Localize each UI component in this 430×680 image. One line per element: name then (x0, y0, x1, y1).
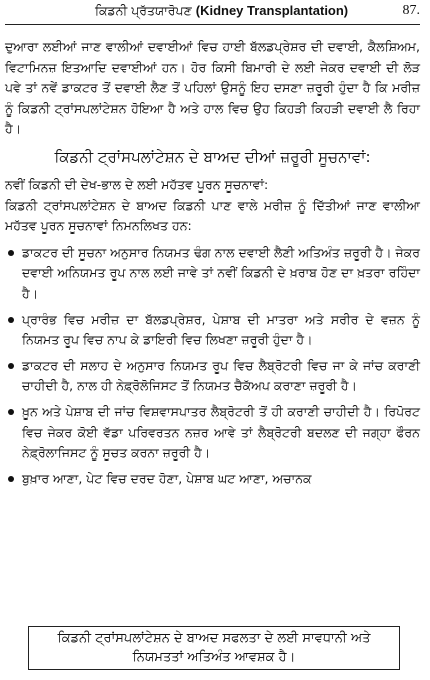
bullet-icon (8, 317, 14, 323)
sub-heading: ਨਵੀਂ ਕਿਡਨੀ ਦੀ ਦੇਖ-ਭਾਲ ਦੇ ਲਈ ਮਹੱਤਵ ਪੂਰਨ ਸੂਚਨਾਵਾਂ: (5, 176, 269, 192)
list-item-text: ਡਾਕਟਰ ਦੀ ਸਲਾਹ ਦੇ ਅਨੁਸਾਰ ਨਿਯਮਤ ਰੂਪ ਵਿਚ ਲੈਬ੍ਰੋਟਰੀ ਵਿਚ ਜਾ ਕੇ ਜਾਂਚ ਕਰਾਣੀ ਚਾਹੀਦੀ ਹੈ, ਨਾਲ ਹੀ ਨੇਫ਼੍ਰੋਲੋਜਿਸਟ ਤੋਂ ਨਿਯਮਤ ਚੈਕੱਅਪ ਕਰਾਣਾ ਜ਼ਰੂਰੀ ਹੈ। (22, 357, 420, 394)
list-item-text: ਖ਼ੂਨ ਅਤੇ ਪੇਸ਼ਾਬ ਦੀ ਜਾਂਚ ਵਿਸ਼ਵਾਸਪਾਤਰ ਲੈਬ੍ਰੋਟਰੀ ਤੋਂ ਹੀ ਕਰਾਣੀ ਚਾਹੀਦੀ ਹੈ। ਰਿਪੋਰਟ ਵਿਚ ਜੇਕਰ ਕੋਈ ਵੱਡਾ ਪਰਿਵਰਤਨ ਨਜ਼ਰ ਆਵੇ ਤਾਂ ਲੈਬ੍ਰੋਟਰੀ ਬਦਲਣ ਦੀ ਜਗ੍ਹਾ ਫੌਰਨ ਨੇਫ਼੍ਰੋਲਾਜਿਸਟ ਨੂੰ ਸੂਚਤ ਕਰਨਾ ਜ਼ਰੂਰੀ ਹੈ। (22, 403, 420, 461)
bullet-icon (8, 363, 14, 369)
list-item-text: ਪ੍ਰਾਰੰਭ ਵਿਚ ਮਰੀਜ਼ ਦਾ ਬੱਲਡਪ੍ਰੇਸ਼ਰ, ਪੇਸ਼ਾਬ ਦੀ ਮਾਤਰਾ ਅਤੇ ਸਰੀਰ ਦੇ ਵਜ਼ਨ ਨੂੰ ਨਿਯਮਤ ਰੂਪ ਵਿਚ ਨਾਪ ਕੇ ਡਾਇਰੀ ਵਿਚ ਲਿਖਣਾ ਜ਼ਰੂਰੀ ਹੁੰਦਾ ਹੈ। (22, 311, 420, 348)
bullet-icon (8, 476, 14, 482)
header-title (95, 3, 348, 19)
list-item-text: ਡਾਕਟਰ ਦੀ ਸੂਚਨਾ ਅਨੁਸਾਰ ਨਿਯਮਤ ਢੰਗ ਨਾਲ ਦਵਾਈ ਲੈਣੀ ਅਤਿਅੰਤ ਜ਼ਰੂਰੀ ਹੈ। ਜੇਕਰ ਦਵਾਈ ਅਨਿਯਮਤ ਰੂਪ ਨਾਲ ਲਈ ਜਾਵੇ ਤਾਂ ਨਵੀਂ ਕਿਡਨੀ ਦੇ ਖ਼ਰਾਬ ਹੋਣ ਦਾ ਖ਼ਤਰਾ ਰਹਿੰਦਾ ਹੈ। (22, 244, 420, 301)
list-item (5, 469, 420, 490)
bullet-list (5, 243, 420, 490)
running-header (5, 2, 420, 25)
list-item (5, 310, 420, 351)
list-item-text: ਬੁਖ਼ਾਰ ਆਣਾ, ਪੇਟ ਵਿਚ ਦਰਦ ਹੋਣਾ, ਪੇਸ਼ਾਬ ਘਟ ਆਣਾ, ਅਚਾਨਕ (22, 470, 312, 486)
bullet-icon (8, 409, 14, 415)
bullet-icon (8, 250, 14, 256)
list-item (5, 243, 420, 305)
list-item (5, 356, 420, 397)
header-title-english: (Kidney Transplantation) (195, 3, 349, 18)
list-item (5, 402, 420, 464)
header-title-punjabi: ਕਿਡਨੀ ਪ੍ਰੱਤਯਾਰੋਪਣ (95, 3, 192, 18)
lead-paragraph: ਕਿਡਨੀ ਟ੍ਰਾਂਸਪਲਾਂਟੇਸ਼ਨ ਦੇ ਬਾਅਦ ਕਿਡਨੀ ਪਾਣ ਵਾਲੇ ਮਰੀਜ਼ ਨੂੰ ਦਿੱਤੀਆਂ ਜਾਣ ਵਾਲੀਆ ਮਹੱਤਵ ਪੂਰਨ ਸੂਚਨਾਵਾਂ ਨਿਮਨਲਿਖਤ ਹਨ: (5, 197, 420, 234)
intro-paragraph: ਦੁਆਰਾ ਲਈਆਂ ਜਾਣ ਵਾਲੀਆਂ ਦਵਾਈਆਂ ਵਿਚ ਹਾਈ ਬੱਲਡਪ੍ਰੇਸ਼ਰ ਦੀ ਦਵਾਈ, ਕੈਲਸ਼ਿਅਮ, ਵਿਟਾਮਿਨਜ਼ ਇਤਆਦਿ ਦਵਾਈਆਂ ਹਨ। ਹੋਰ ਕਿਸੀ ਬਿਮਾਰੀ ਦੇ ਲਈ ਜੇਕਰ ਦਵਾਈ ਦੀ ਲੋੜ ਪਵੇ ਤਾਂ ਨਵੇਂ ਡਾਕਟਰ ਤੋਂ ਦਵਾਈ ਲੈਣ ਤੋਂ ਪਹਿਲਾਂ ਉਸਨੂੰ ਇਹ ਦਸਣਾ ਜ਼ਰੂਰੀ ਹੁੰਦਾ ਹੈ ਕਿ ਮਰੀਜ਼ ਨੂੰ ਕਿਡਨੀ ਟ੍ਰਾਂਸਪਲਾਂਟੇਸ਼ਨ ਹੋਇਆ ਹੈ ਅਤੇ ਹਾਲ ਵਿਚ ਉਹ ਕਿਹੜੀ ਕਿਹੜੀ ਦਵਾਈ ਲੈ ਰਿਹਾ ਹੈ। (5, 39, 420, 137)
page-number: 87. (402, 3, 420, 18)
note-box: ਕਿਡਨੀ ਟ੍ਰਾਂਸਪਲਾਂਟੇਸ਼ਨ ਦੇ ਬਾਅਦ ਸਫਲਤਾ ਦੇ ਲਈ ਸਾਵਧਾਨੀ ਅਤੇ ਨਿਯਮਤਤਾਂ ਅਤਿਅੰਤ ਆਵਸ਼ਕ ਹੈ। (28, 626, 400, 670)
section-heading: ਕਿਡਨੀ ਟ੍ਰਾਂਸਪਲਾਂਟੇਸ਼ਨ ਦੇ ਬਾਅਦ ਦੀਆਂ ਜ਼ਰੂਰੀ ਸੂਚਨਾਵਾਂ: (54, 147, 371, 166)
